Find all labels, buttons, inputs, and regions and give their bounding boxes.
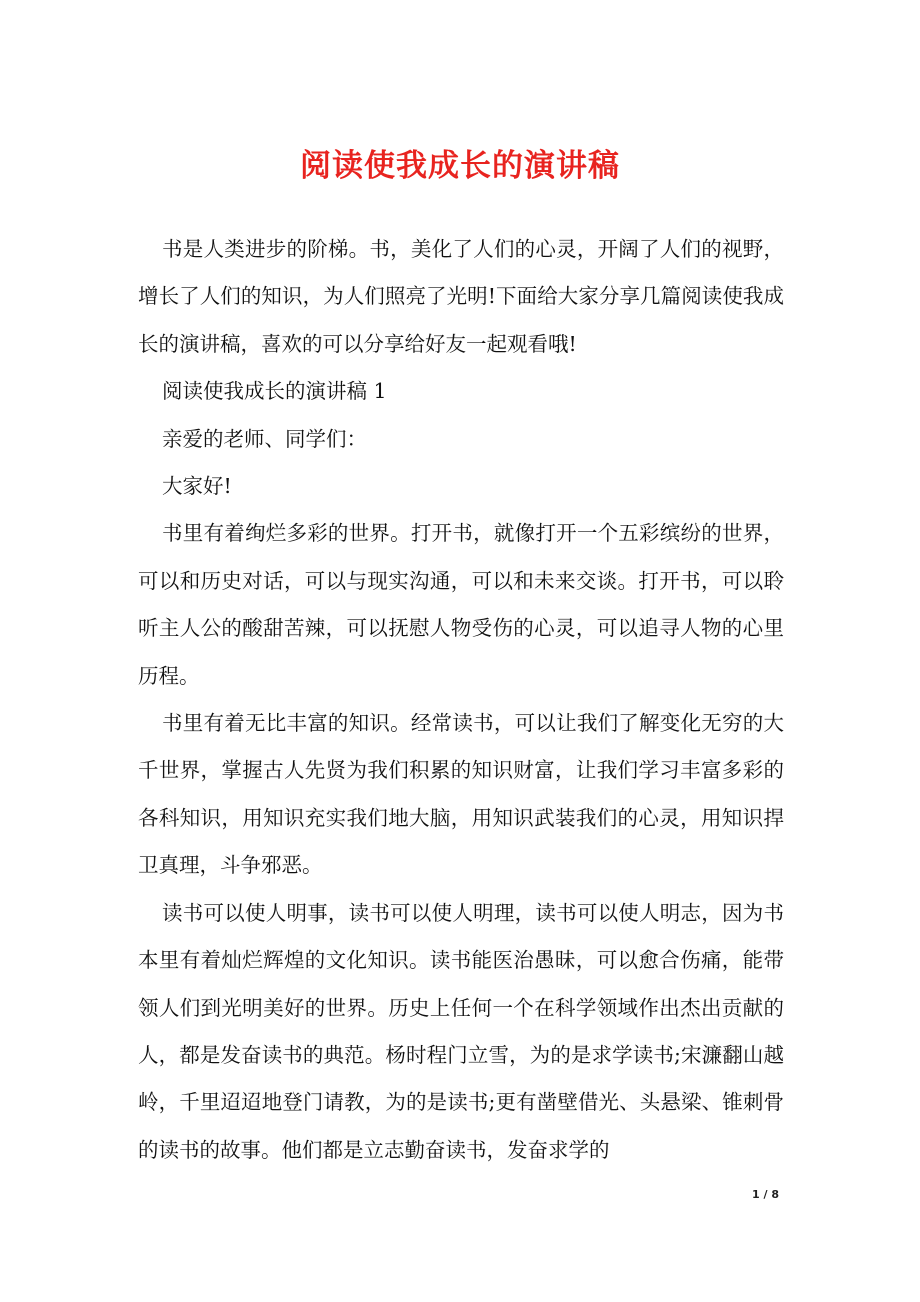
- paragraph-greeting: 大家好!: [162, 474, 232, 499]
- section-heading: 阅读使我成长的演讲稿 1: [162, 379, 387, 404]
- paragraph-salutation: 亲爱的老师、同学们：: [162, 426, 367, 451]
- paragraph-world: 书里有着绚烂多彩的世界。打开书，就像打开一个五彩缤纷的世界，可以和历史对话，可以与现实沟通，可以和未来交谈。打开书，可以聆听主人公的酸甜苦辣，可以抚慰人物受伤的心灵，可以追寻人物的心里历程。: [138, 521, 784, 688]
- document-body: [138, 226, 784, 1174]
- document-title: 阅读使我成长的演讲稿: [300, 148, 620, 184]
- paragraph-reading: 读书可以使人明事，读书可以使人明理，读书可以使人明志，因为书本里有着灿烂辉煌的文化知识。读书能医治愚昧，可以愈合伤痛，能带领人们到光明美好的世界。历史上任何一个在科学领域作出杰出贡献的人，都是发奋读书的典范。杨时程门立雪，为的是求学读书;宋濂翻山越岭，千里迢迢地登门请教，为的是读书;更有凿壁借光、头悬梁、锥刺骨的读书的故事。他们都是立志勤奋读书，发奋求学的: [138, 900, 784, 1162]
- page-indicator: 1 / 8: [752, 1188, 779, 1201]
- paragraph-intro: 书是人类进步的阶梯。书，美化了人们的心灵，开阔了人们的视野，增长了人们的知识，为人们照亮了光明!下面给大家分享几篇阅读使我成长的演讲稿，喜欢的可以分享给好友一起观看哦!: [138, 237, 784, 356]
- paragraph-knowledge: 书里有着无比丰富的知识。经常读书，可以让我们了解变化无穷的大千世界，掌握古人先贤为我们积累的知识财富，让我们学习丰富多彩的各科知识，用知识充实我们地大脑，用知识武装我们的心灵，用知识捍卫真理，斗争邪恶。: [138, 711, 784, 878]
